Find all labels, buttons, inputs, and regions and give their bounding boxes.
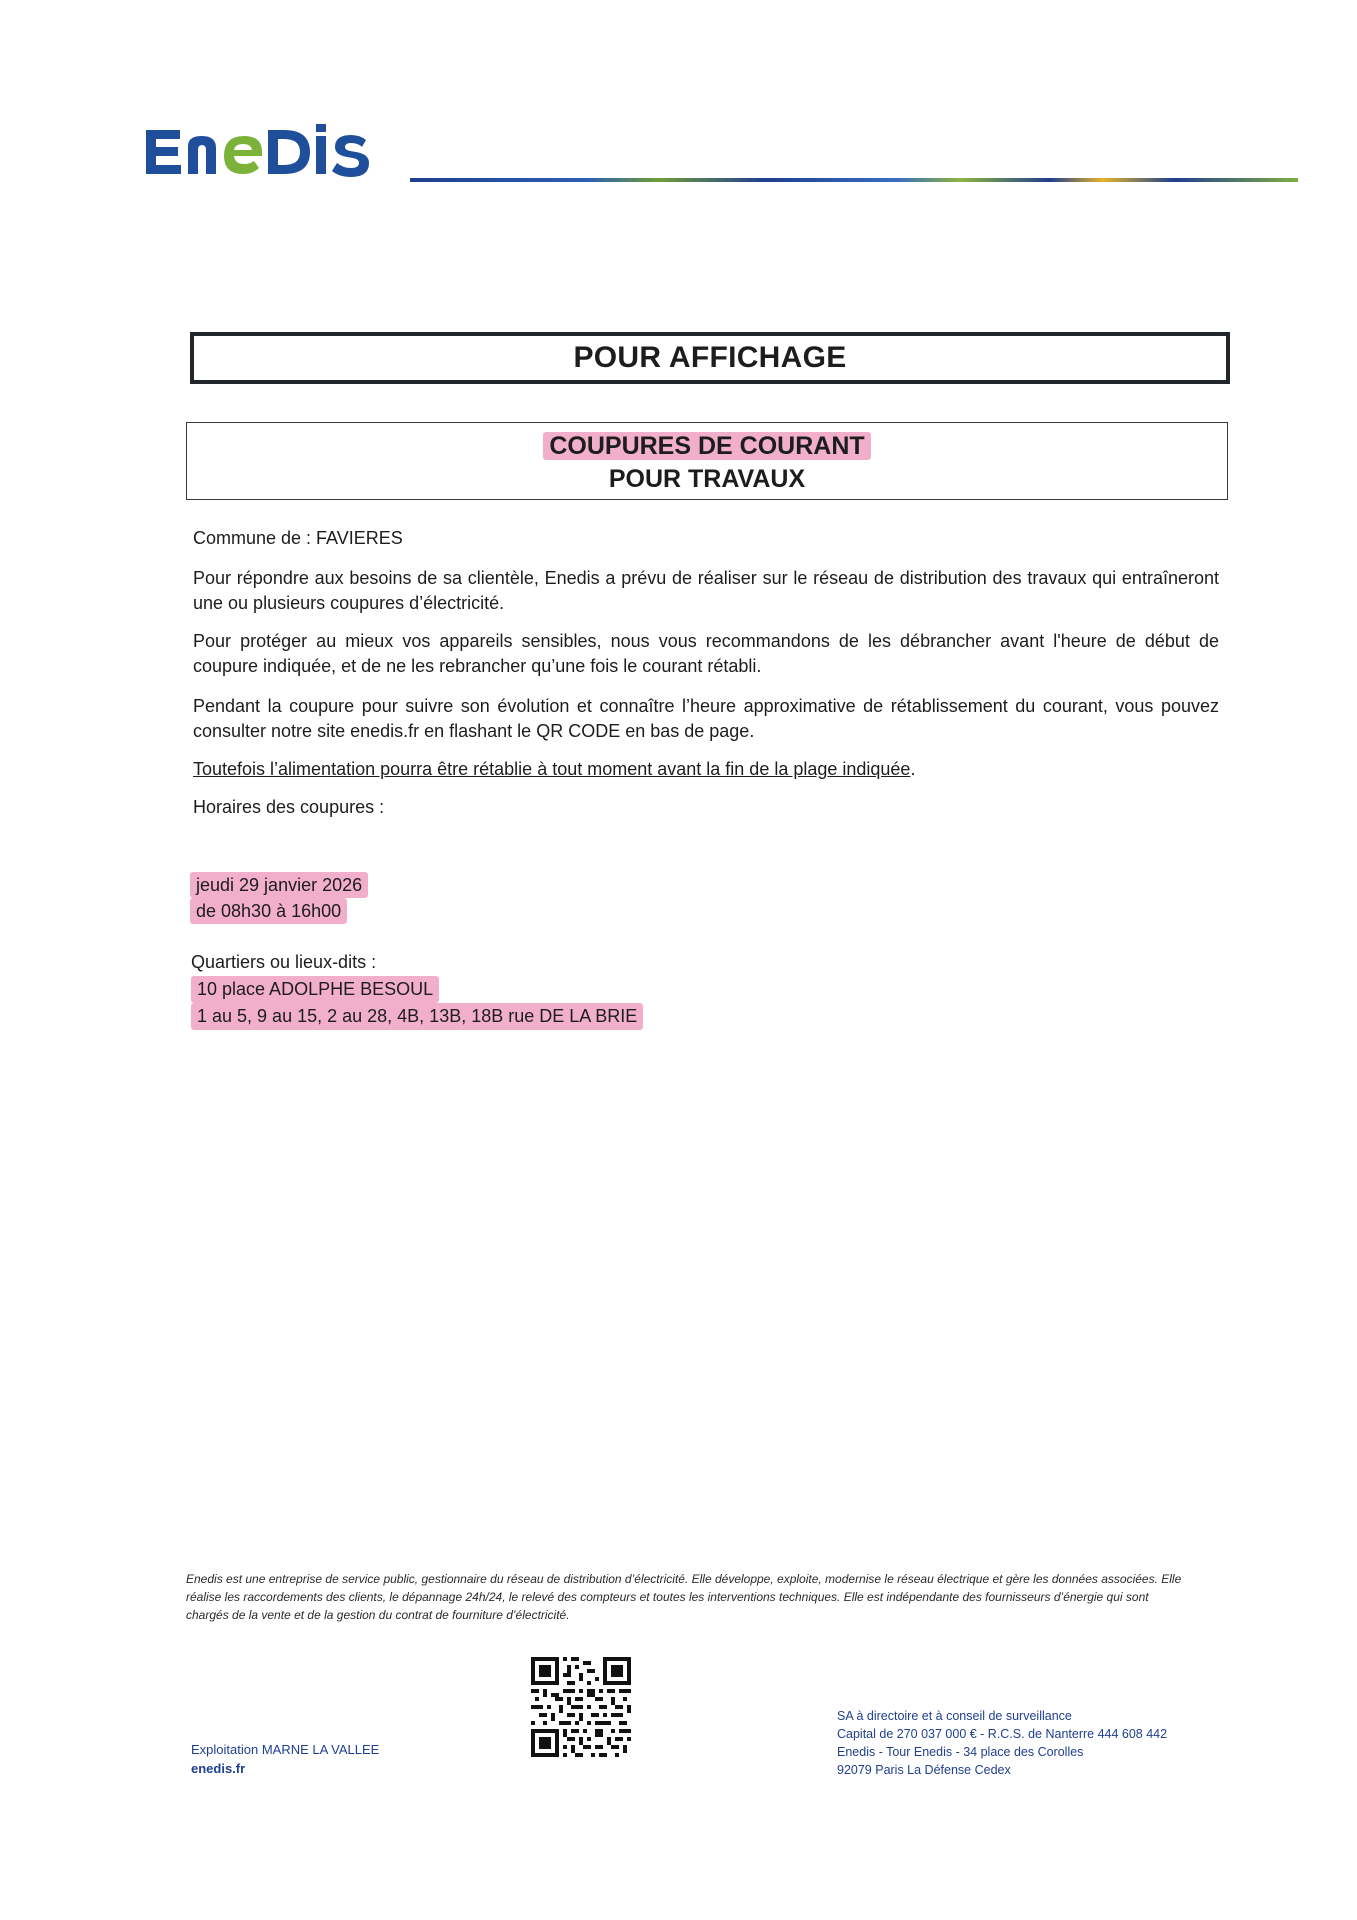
footer-legal: [837, 1707, 1167, 1779]
warning-line: [193, 757, 1219, 782]
exploitation-label: Exploitation MARNE LA VALLEE: [191, 1742, 380, 1757]
schedule-date: jeudi 29 janvier 2026: [190, 872, 368, 898]
paragraph-appareils: Pour protéger au mieux vos appareils sensibles, nous vous recommandons de les débrancher avant l'heure de début de coupure indiquée, et de ne les rebrancher qu’une fois le courant rétabli.: [193, 631, 1219, 676]
travaux-subtitle: POUR TRAVAUX: [608, 465, 806, 493]
website-link[interactable]: enedis.fr: [191, 1761, 246, 1776]
coupures-title-box: [186, 422, 1228, 500]
warning-period: .: [910, 759, 916, 779]
header-rule: [410, 178, 1298, 182]
location-item: 1 au 5, 9 au 15, 2 au 28, 4B, 13B, 18B rue DE LA BRIE: [191, 1003, 643, 1030]
legal-line: SA à directoire et à conseil de surveillance: [837, 1709, 1072, 1723]
locations-block: [191, 949, 643, 1030]
paragraph-travaux: Pour répondre aux besoins de sa clientèle, Enedis a prévu de réaliser sur le réseau de distribution des travaux qui entraîneront une ou plusieurs coupures d’électricité.: [193, 568, 1219, 613]
affichage-title: POUR AFFICHAGE: [573, 341, 847, 374]
schedule-block: [190, 872, 368, 924]
footer-disclaimer: Enedis est une entreprise de service public, gestionnaire du réseau de distribution d’électricité. Elle développe, exploite, modernise le réseau électrique et gère les données associées. Elle réalise les raccordements des clients, le dépannage 24h/24, le relevé des compteurs et toutes les interventions techniques. Elle est indépendante des fournisseurs d’énergie qui sont chargés de la vente et de la gestion du contrat de fourniture d’électricité.: [186, 1572, 1182, 1622]
legal-line: Capital de 270 037 000 € - R.C.S. de Nanterre 444 608 442: [837, 1727, 1168, 1741]
locations-label: Quartiers ou lieux-dits :: [191, 952, 377, 972]
legal-line: Enedis - Tour Enedis - 34 place des Corolles: [837, 1745, 1084, 1759]
footer-contact: [191, 1740, 379, 1778]
warning-text: Toutefois l’alimentation pourra être rétablie à tout moment avant la fin de la plage indiquée: [193, 759, 911, 779]
coupures-title: COUPURES DE COURANT: [543, 432, 870, 460]
location-item: 10 place ADOLPHE BESOUL: [191, 976, 439, 1003]
commune-line: Commune de : FAVIERES: [193, 528, 403, 548]
legal-line: 92079 Paris La Défense Cedex: [837, 1763, 1011, 1777]
schedule-time: de 08h30 à 16h00: [190, 898, 347, 924]
enedis-logo: [142, 112, 402, 192]
affichage-title-box: [190, 332, 1230, 384]
paragraph-suivi: Pendant la coupure pour suivre son évolution et connaître l’heure approximative de rétablissement du courant, vous pouvez consulter notre site enedis.fr en flashant le QR CODE en bas de page.: [193, 696, 1219, 741]
horaires-label: Horaires des coupures :: [193, 797, 385, 817]
qr-code-icon[interactable]: [531, 1657, 631, 1757]
